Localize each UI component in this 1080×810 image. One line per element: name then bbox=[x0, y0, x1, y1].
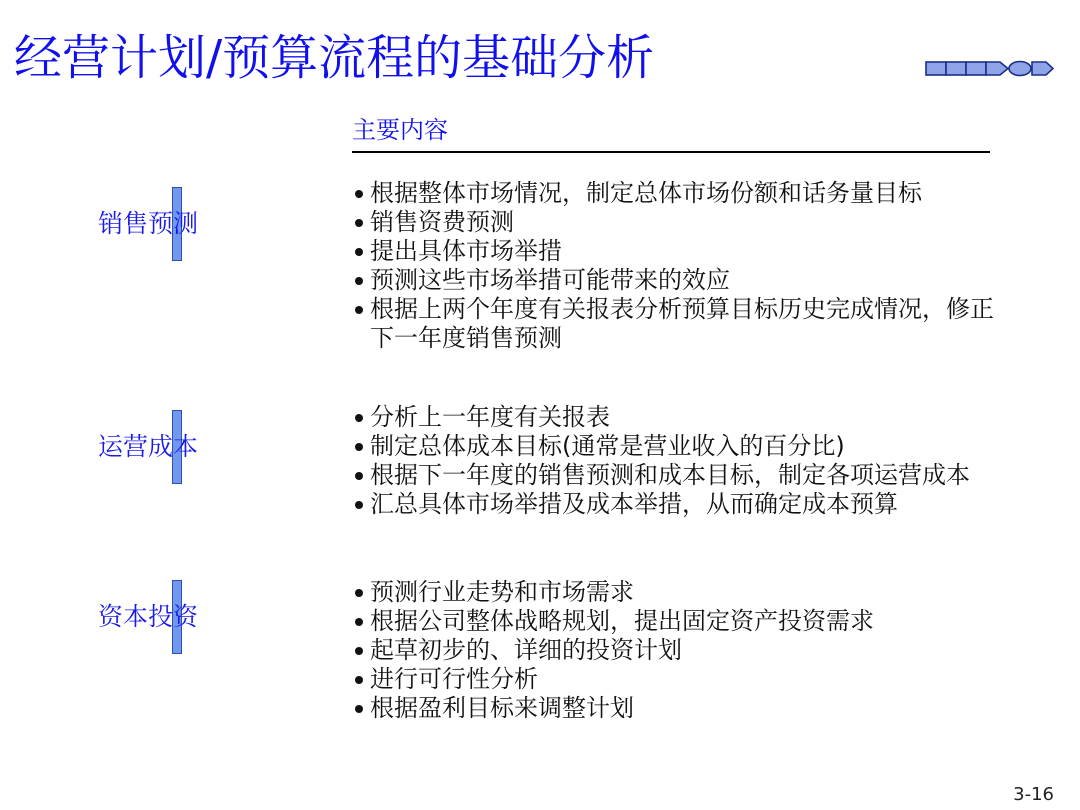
bullet-item: 根据整体市场情况，制定总体市场份额和话务量目标 bbox=[354, 179, 994, 208]
nav-block-3 bbox=[966, 62, 986, 75]
bullet-item: 预测行业走势和市场需求 bbox=[354, 578, 994, 607]
nav-block-1 bbox=[926, 62, 946, 75]
category-label: 资本投资 bbox=[98, 602, 199, 631]
bullet-list-capital-investment bbox=[354, 578, 994, 723]
page-number: 3-16 bbox=[1013, 784, 1054, 805]
category-operating-cost bbox=[98, 410, 238, 486]
bullet-list-operating-cost bbox=[354, 403, 994, 519]
section-heading: 主要内容 bbox=[352, 116, 448, 144]
bullet-item: 制定总体成本目标(通常是营业收入的百分比) bbox=[354, 432, 994, 461]
category-label: 运营成本 bbox=[98, 432, 199, 461]
bullet-item: 提出具体市场举措 bbox=[354, 237, 994, 266]
bullet-item: 预测这些市场举措可能带来的效应 bbox=[354, 266, 994, 295]
bullet-item: 起草初步的、详细的投资计划 bbox=[354, 636, 994, 665]
bullet-item: 分析上一年度有关报表 bbox=[354, 403, 994, 432]
bullet-list-sales-forecast bbox=[354, 179, 994, 353]
bullet-item: 销售资费预测 bbox=[354, 208, 994, 237]
category-label: 销售预测 bbox=[98, 209, 199, 238]
bullet-item: 汇总具体市场举措及成本举措，从而确定成本预算 bbox=[354, 490, 994, 519]
bullet-item: 根据公司整体战略规划，提出固定资产投资需求 bbox=[354, 607, 994, 636]
bullet-item: 根据盈利目标来调整计划 bbox=[354, 694, 994, 723]
page-title: 经营计划/预算流程的基础分析 bbox=[14, 30, 655, 86]
nav-pointer bbox=[1032, 62, 1053, 75]
bullet-item: 根据下一年度的销售预测和成本目标，制定各项运营成本 bbox=[354, 461, 994, 490]
nav-oval bbox=[1009, 62, 1031, 76]
heading-divider bbox=[352, 151, 990, 153]
nav-block-2 bbox=[946, 62, 966, 75]
bullet-item: 根据上两个年度有关报表分析预算目标历史完成情况，修正下一年度销售预测 bbox=[354, 295, 994, 353]
bullet-item: 进行可行性分析 bbox=[354, 665, 994, 694]
category-capital-investment bbox=[98, 580, 238, 656]
navigation-progress-icon bbox=[924, 58, 1056, 80]
nav-arrow-block bbox=[986, 62, 1008, 75]
category-sales-forecast bbox=[98, 187, 238, 263]
